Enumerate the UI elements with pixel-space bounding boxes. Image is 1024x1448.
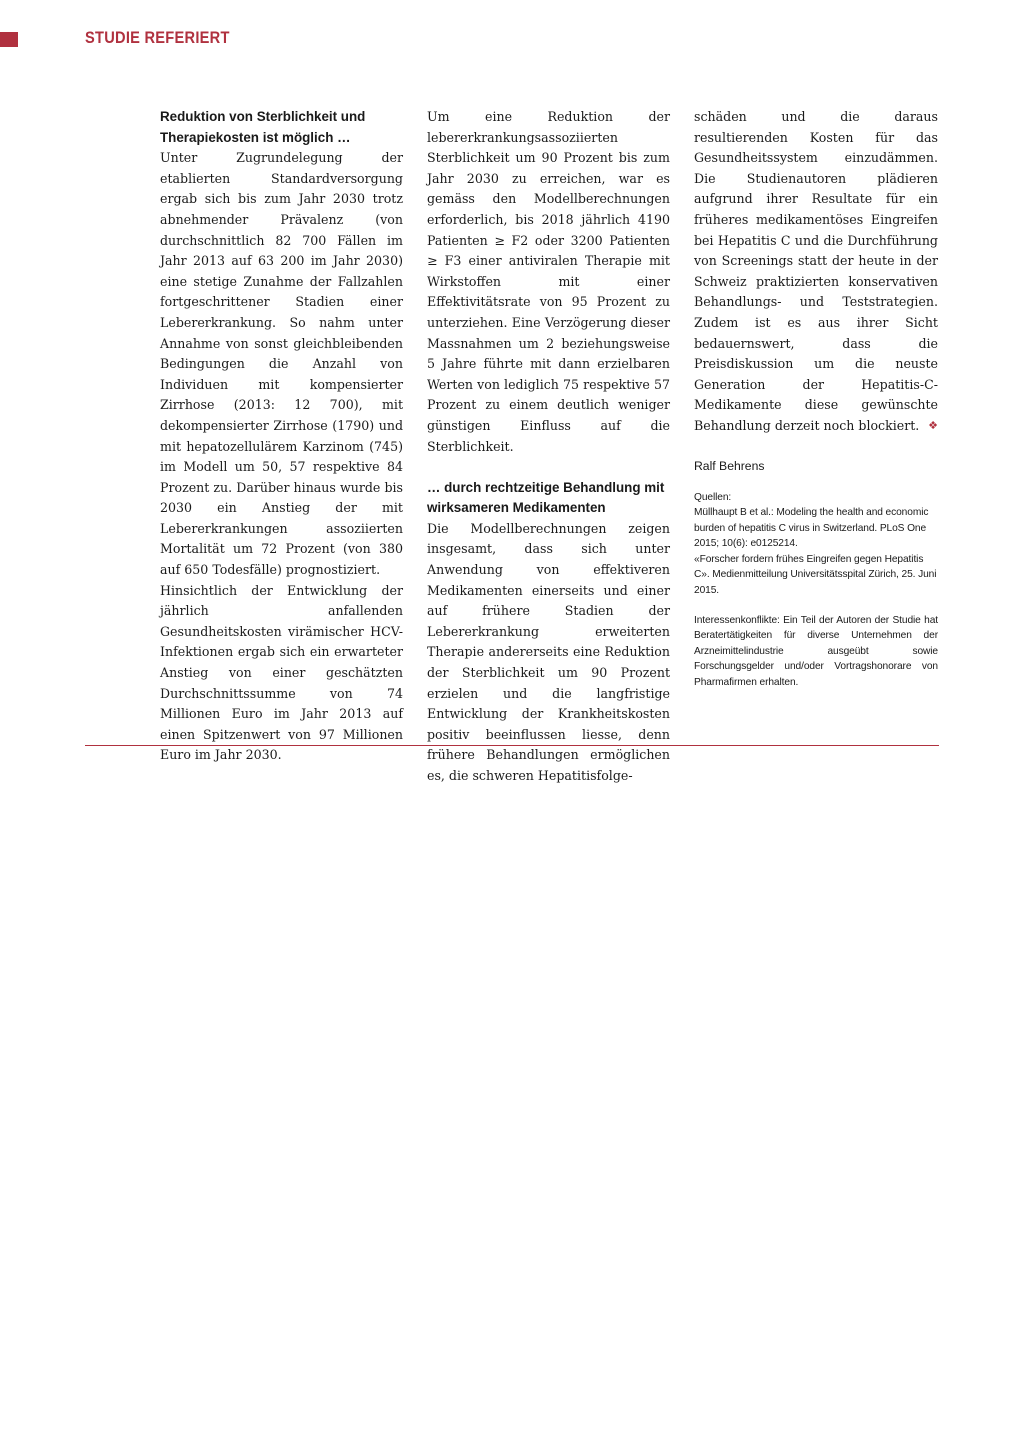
section-title: STUDIE REFERIERT bbox=[85, 28, 230, 47]
section-color-mark bbox=[0, 32, 18, 47]
bottom-divider bbox=[85, 745, 939, 746]
sources-label: Quellen: bbox=[694, 491, 732, 503]
end-of-article-icon: ❖ bbox=[928, 418, 938, 432]
column-left bbox=[160, 107, 403, 766]
column-middle bbox=[427, 107, 670, 787]
source-reference: Müllhaupt B et al.: Modeling the health and economic burden of hepatitis C virus in Switzerland. PLoS One 2015; 10(6): e0125214. bbox=[694, 507, 929, 550]
paragraph-model-results: Die Modellberechnungen zeigen insgesamt, dass sich unter Anwendung von effektiveren Medikamenten einerseits und einer auf frühere Stadien der Lebererkrankung erweiterten Therapie andererseits eine Reduktion der Sterblichkeit um 90 Prozent erzielen und die langfristige Entwicklung der Krankheitskosten positiv beeinflussen liesse, denn frühere Behandlungen ermöglichen es, die schweren Hepatitisfolge- bbox=[427, 520, 670, 783]
source-reference: «Forscher fordern frühes Eingreifen gegen Hepatitis C». Medienmitteilung Universitätsspital Zürich, 25. Juni 2015. bbox=[694, 553, 937, 597]
conflict-of-interest-note: Interessenkonflikte: Ein Teil der Autoren der Studie hat Beratertätigkeiten für diverse Unternehmen der Arzneimittelindustrie ausgeübt sowie Forschungsgelder und/oder Vortragshonorare von Pharmafirmen erhalten. bbox=[694, 614, 938, 689]
subheading-timely-treatment: … durch rechtzeitige Behandlung mit wirksameren Medikamenten bbox=[427, 479, 665, 516]
paragraph-conclusion-text: schäden und die daraus resultierenden Kosten für das Gesundheitssystem einzudämmen. Die Studienautoren plädieren aufgrund ihrer Resultate für ein früheres medikamentöses Eingreifen bei Hepatitis C und die Durchführung von Screenings statt der heute in der Schweiz praktizierten konservativen Behandlungs- und Teststrategien. Zudem ist es aus ihrer Sicht bedauernswert, dass die Preisdiskussion um die neuste Generation der Hepatitis-C-Medikamente diese gewünschte Behandlung derzeit noch blockiert. bbox=[694, 109, 938, 433]
subheading-reduction: Reduktion von Sterblichkeit und Therapiekosten ist möglich … bbox=[160, 109, 366, 145]
paragraph-conclusion bbox=[694, 107, 938, 437]
column-right bbox=[694, 107, 938, 691]
paragraph-health-costs: Hinsichtlich der Entwicklung der jährlich anfallenden Gesundheitskosten virämischer HCV-Infektionen ergab sich ein erwarteter Anstieg von einer geschätzten Durchschnittssumme von 74 Millionen Euro im Jahr 2013 auf einen Spitzenwert von 97 Millionen Euro im Jahr 2030. bbox=[160, 582, 403, 763]
paragraph-standard-care: Unter Zugrundelegung der etablierten Standardversorgung ergab sich bis zum Jahr 2030 trotz abnehmender Prävalenz (von durchschnittlich 82 700 Fällen im Jahr 2013 auf 63 200 im Jahr 2030) eine stetige Zunahme der Fallzahlen fortgeschrittener Stadien einer Lebererkrankung. So nahm unter Annahme von sonst gleichbleibenden Bedingungen die Anzahl von Individuen mit kompensierter Zirrhose (2013: 12 700), mit dekompensierter Zirrhose (1790) und mit hepatozellulärem Karzinom (745) im Modell um 50, 57 respektive 84 Prozent zu. Darüber hinaus wurde bis 2030 ein Anstieg der mit Lebererkrankungen assoziierten Mortalität um 72 Prozent (von 380 auf 650 Todesfälle) prognostiziert. bbox=[160, 150, 403, 578]
paragraph-mortality-reduction: Um eine Reduktion der lebererkrankungsassoziierten Sterblichkeit um 90 Prozent bis zum Jahr 2030 zu erreichen, war es gemäss den Modellberechnungen erforderlich, bis 2018 jährlich 4190 Patienten ≥ F2 oder 3200 Patienten ≥ F3 einer antiviralen Therapie mit Wirkstoffen mit einer Effektivitätsrate von 95 Prozent zu unterziehen. Eine Verzögerung dieser Massnahmen um 2 beziehungsweise 5 Jahre führte mit dann erzielbaren Werten von lediglich 75 respektive 57 Prozent zu einem deutlich weniger günstigen Einfluss auf die Sterblichkeit. bbox=[427, 109, 670, 454]
sources-block bbox=[694, 490, 938, 599]
author-name: Ralf Behrens bbox=[694, 458, 765, 473]
